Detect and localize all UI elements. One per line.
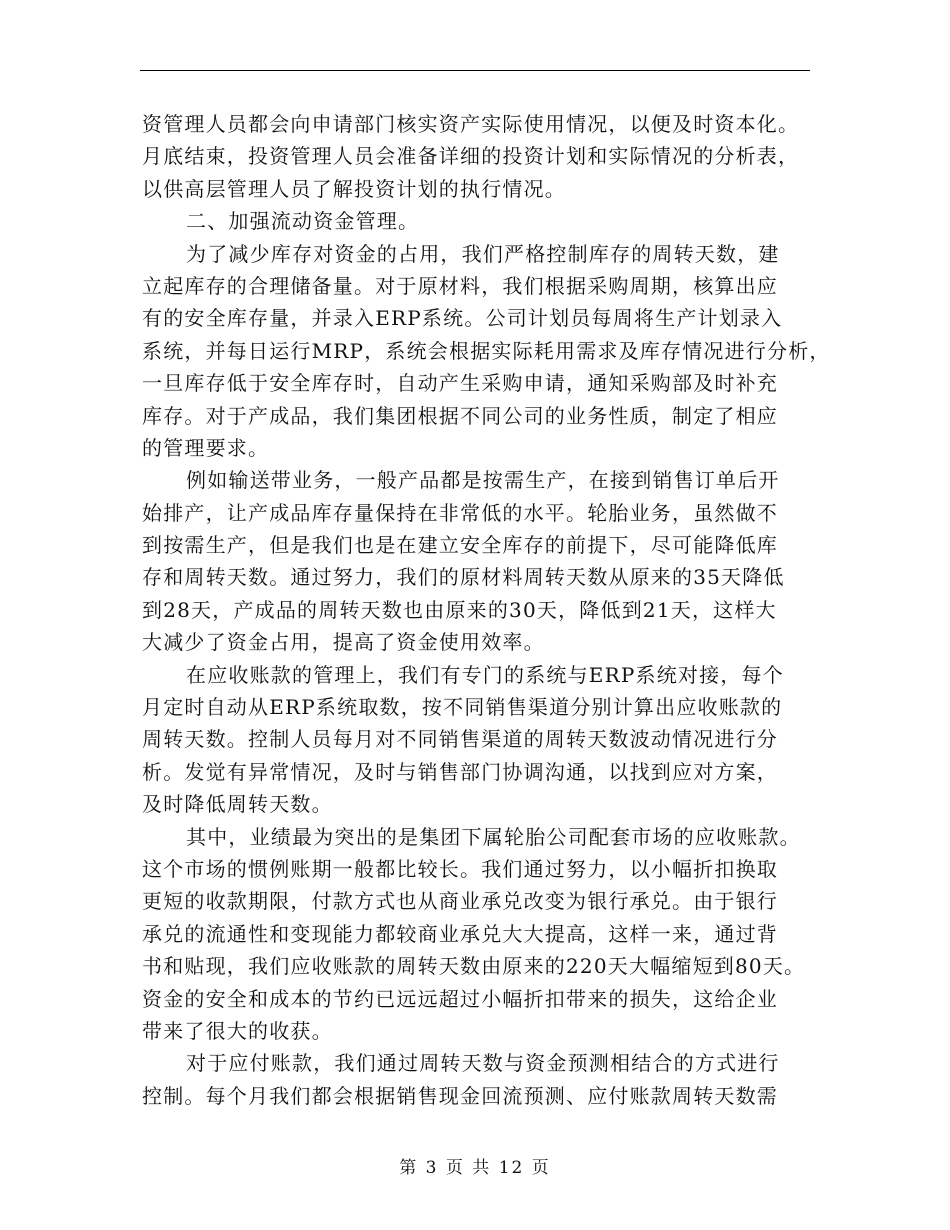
text-line: 控制。每个月我们都会根据销售现金回流预测、应付账款周转天数需	[142, 1083, 778, 1108]
text-line: 到28天，产成品的周转天数也由原来的30天，降低到21天，这样大	[142, 597, 777, 622]
text-line: 以供高层管理人员了解投资计划的执行情况。	[142, 176, 566, 201]
text-line: 一旦库存低于安全库存时，自动产生采购申请，通知采购部及时补充	[142, 371, 778, 396]
text-line: 承兑的流通性和变现能力都较商业承兑大大提高，这样一来，通过背	[142, 921, 778, 946]
text-line: 立起库存的合理储备量。对于原材料，我们根据采购周期，核算出应	[142, 273, 778, 298]
paragraph-first-line: 对于应付账款，我们通过周转天数与资金预测相结合的方式进行	[186, 1051, 780, 1076]
paragraph-first-line: 在应收账款的管理上，我们有专门的系统与ERP系统对接，每个	[186, 662, 784, 687]
header-rule	[140, 70, 810, 71]
paragraph-first-line: 例如输送带业务，一般产品都是按需生产，在接到销售订单后开	[186, 468, 780, 493]
text-line: 到按需生产，但是我们也是在建立安全库存的前提下，尽可能降低库	[142, 533, 778, 558]
text-line: 带来了很大的收获。	[142, 1018, 333, 1043]
text-line: 的管理要求。	[142, 435, 270, 460]
text-line: 存和周转天数。通过努力，我们的原材料周转天数从原来的35天降低	[142, 565, 785, 590]
text-line: 资金的安全和成本的节约已远远超过小幅折扣带来的损失，这给企业	[142, 986, 778, 1011]
document-body	[142, 108, 831, 1112]
text-line: 库存。对于产成品，我们集团根据不同公司的业务性质，制定了相应	[142, 403, 778, 428]
text-line: 系统，并每日运行MRP，系统会根据实际耗用需求及库存情况进行分析，	[142, 338, 831, 363]
text-line: 析。发觉有异常情况，及时与销售部门协调沟通，以找到应对方案，	[142, 759, 778, 784]
text-line: 书和贴现，我们应收账款的周转天数由原来的220天大幅缩短到80天。	[142, 954, 806, 979]
text-line: 始排产，让产成品库存量保持在非常低的水平。轮胎业务，虽然做不	[142, 500, 778, 525]
text-line: 更短的收款期限，付款方式也从商业承兑改变为银行承兑。由于银行	[142, 889, 778, 914]
text-line: 这个市场的惯例账期一般都比较长。我们通过努力，以小幅折扣换取	[142, 856, 778, 881]
paragraph-first-line: 二、加强流动资金管理。	[186, 209, 420, 234]
paragraph-first-line: 为了减少库存对资金的占用，我们严格控制库存的周转天数，建	[186, 241, 780, 266]
text-line: 及时降低周转天数。	[142, 792, 333, 817]
page-footer: 第 3 页 共 12 页	[399, 1158, 551, 1178]
paragraph-first-line: 其中，业绩最为突出的是集团下属轮胎公司配套市场的应收账款。	[186, 824, 801, 849]
text-line: 大减少了资金占用，提高了资金使用效率。	[142, 630, 545, 655]
text-line: 月定时自动从ERP系统取数，按不同销售渠道分别计算出应收账款的	[142, 695, 783, 720]
text-line: 周转天数。控制人员每月对不同销售渠道的周转天数波动情况进行分	[142, 727, 778, 752]
text-line: 月底结束，投资管理人员会准备详细的投资计划和实际情况的分析表，	[142, 144, 800, 169]
text-line: 有的安全库存量，并录入ERP系统。公司计划员每周将生产计划录入	[142, 306, 783, 331]
text-line: 资管理人员都会向申请部门核实资产实际使用情况，以便及时资本化。	[142, 112, 800, 136]
